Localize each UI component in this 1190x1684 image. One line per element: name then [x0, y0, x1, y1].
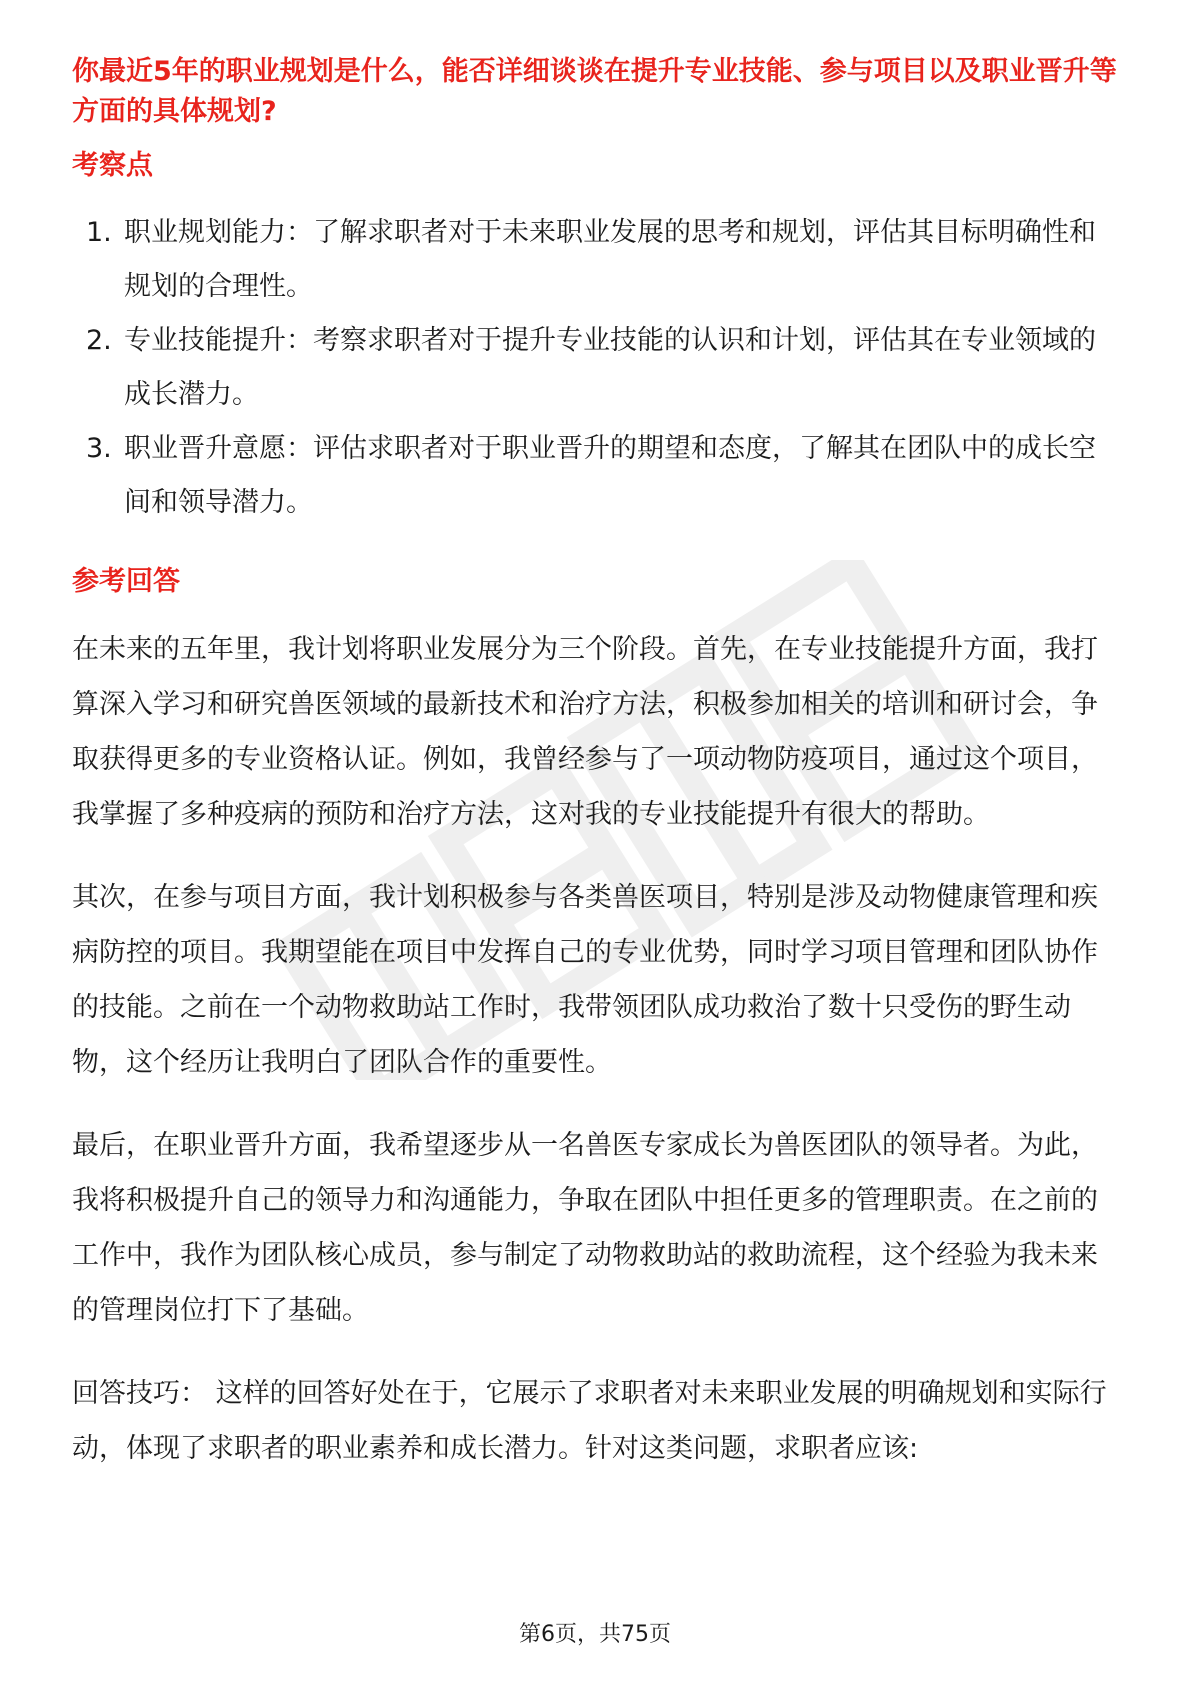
- page-footer: 第6页，共75页: [519, 1622, 671, 1647]
- focus-heading: 考察点: [72, 150, 153, 181]
- focus-item-number: 2.: [86, 325, 112, 356]
- focus-item: [72, 422, 1122, 530]
- answer-paragraph: 最后，在职业晋升方面，我希望逐步从一名兽医专家成长为兽医团队的领导者。为此，我将积极提升自己的领导力和沟通能力，争取在团队中担任更多的管理职责。在之前的工作中，我作为团队核心成员，参与制定了动物救助站的救助流程，这个经验为我未来的管理岗位打下了基础。: [72, 1130, 1098, 1326]
- answer-heading: 参考回答: [72, 566, 180, 597]
- focus-item-text: 专业技能提升：考察求职者对于提升专业技能的认识和计划，评估其在专业领域的成长潜力。: [124, 325, 1096, 410]
- answer-paragraph: 其次，在参与项目方面，我计划积极参与各类兽医项目，特别是涉及动物健康管理和疾病防控的项目。我期望能在项目中发挥自己的专业优势，同时学习项目管理和团队协作的技能。之前在一个动物救助站工作时，我带领团队成功救治了数十只受伤的野生动物，这个经历让我明白了团队合作的重要性。: [72, 882, 1098, 1078]
- focus-item: [72, 206, 1122, 314]
- focus-list: [72, 206, 1122, 530]
- focus-item-number: 3.: [86, 433, 112, 464]
- document-content: [72, 52, 1122, 1476]
- answer-tips-paragraph: 回答技巧： 这样的回答好处在于，它展示了求职者对未来职业发展的明确规划和实际行动，体现了求职者的职业素养和成长潜力。针对这类问题，求职者应该:: [72, 1378, 1107, 1464]
- focus-item: [72, 314, 1122, 422]
- answer-paragraph: 在未来的五年里，我计划将职业发展分为三个阶段。首先，在专业技能提升方面，我打算深入学习和研究兽医领域的最新技术和治疗方法，积极参加相关的培训和研讨会，争取获得更多的专业资格认证。例如，我曾经参与了一项动物防疫项目，通过这个项目，我掌握了多种疫病的预防和治疗方法，这对我的专业技能提升有很大的帮助。: [72, 634, 1098, 830]
- focus-item-text: 职业晋升意愿：评估求职者对于职业晋升的期望和态度，了解其在团队中的成长空间和领导潜力。: [124, 433, 1096, 518]
- focus-item-text: 职业规划能力：了解求职者对于未来职业发展的思考和规划，评估其目标明确性和规划的合理性。: [124, 217, 1096, 302]
- focus-item-number: 1.: [86, 217, 112, 248]
- question-title: 你最近5年的职业规划是什么，能否详细谈谈在提升专业技能、参与项目以及职业晋升等方面的具体规划?: [72, 56, 1117, 127]
